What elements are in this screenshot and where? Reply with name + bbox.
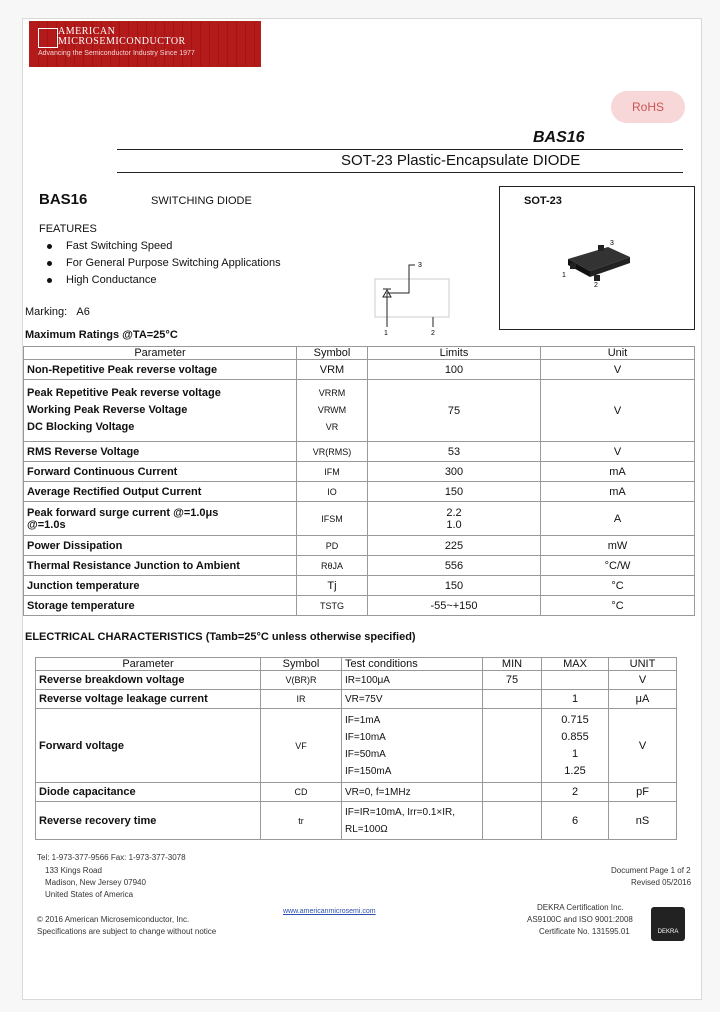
feature-item: High Conductance	[47, 274, 157, 286]
max-ratings-table	[23, 346, 695, 616]
part-title: BAS16	[39, 191, 88, 208]
footer-phone: Tel: 1-973-377-9566 Fax: 1-973-377-3078	[37, 853, 186, 862]
logo-chip-icon	[38, 28, 58, 48]
column-header: Limits	[368, 347, 541, 360]
table-row: Diode capacitance CD VR=0, f=1MHz 2 pF	[36, 783, 677, 802]
cert-line: DEKRA Certification Inc.	[537, 903, 624, 912]
cert-line: Certificate No. 131595.01	[539, 927, 630, 936]
column-header: Parameter	[36, 658, 261, 671]
table-row: Peak forward surge current @=1.0μs @=1.0s IFSM 2.2 1.0 A	[24, 502, 695, 536]
rohs-badge: RoHS	[611, 91, 685, 123]
table-row: Non-Repetitive Peak reverse voltage VRM 100 V	[24, 360, 695, 380]
table-row: Forward Continuous Current IFM 300 mA	[24, 462, 695, 482]
column-header: Parameter	[24, 347, 297, 360]
table-row: Junction temperature Tj 150 °C	[24, 576, 695, 596]
divider	[117, 149, 683, 150]
max-ratings-title: Maximum Ratings @TA=25°C	[25, 329, 178, 341]
table-row: Power Dissipation PD 225 mW	[24, 536, 695, 556]
bullet-icon	[47, 278, 52, 283]
footer-address: 133 Kings Road	[45, 866, 102, 875]
svg-text:2: 2	[594, 282, 598, 287]
website-link[interactable]: www.americanmicrosemi.com	[283, 908, 376, 915]
doc-page: Document Page 1 of 2	[611, 866, 691, 875]
cert-line: AS9100C and ISO 9001:2008	[527, 915, 633, 924]
table-row: Forward voltage VF IF=1mA IF=10mA IF=50mA IF=150mA 0.715 0.855 1 1.25 V	[36, 709, 677, 783]
part-number-header: BAS16	[533, 129, 585, 146]
column-header: Test conditions	[342, 658, 483, 671]
column-header: Symbol	[297, 347, 368, 360]
footer-address: United States of America	[45, 890, 134, 899]
feature-item: For General Purpose Switching Applications	[47, 257, 281, 269]
column-header: MAX	[542, 658, 609, 671]
dekra-stamp: DEKRA	[651, 907, 685, 941]
bullet-icon	[47, 261, 52, 266]
svg-text:2: 2	[431, 330, 435, 335]
table-header-row	[24, 347, 695, 360]
svg-text:3: 3	[418, 262, 422, 269]
revised-date: Revised 05/2016	[631, 878, 692, 887]
column-header: Unit	[541, 347, 695, 360]
table-row: Reverse voltage leakage current IR VR=75V 1 μA	[36, 690, 677, 709]
footer-disclaimer: Specifications are subject to change without notice	[37, 927, 217, 936]
datasheet-page	[22, 18, 702, 1000]
electrical-title: ELECTRICAL CHARACTERISTICS (Tamb=25°C unless otherwise specified)	[25, 631, 416, 643]
svg-text:1: 1	[562, 272, 566, 279]
diode-schematic	[371, 259, 461, 335]
company-logo[interactable]	[29, 21, 261, 67]
table-row: Storage temperature TSTG -55~+150 °C	[24, 596, 695, 616]
logo-tagline: Advancing the Semiconductor Industry Since 1977	[38, 50, 195, 57]
page-subtitle: SOT-23 Plastic-Encapsulate DIODE	[341, 152, 581, 169]
electrical-table	[35, 657, 677, 840]
sot23-package-icon	[558, 237, 638, 287]
feature-item: Fast Switching Speed	[47, 240, 172, 252]
footer-address: Madison, New Jersey 07940	[45, 878, 146, 887]
bullet-icon	[47, 244, 52, 249]
column-header: Symbol	[261, 658, 342, 671]
marking: Marking: A6	[25, 306, 90, 318]
svg-text:3: 3	[610, 240, 614, 247]
package-box	[499, 186, 695, 330]
table-row: Average Rectified Output Current IO 150 mA	[24, 482, 695, 502]
column-header: MIN	[483, 658, 542, 671]
footer-copyright: © 2016 American Microsemiconductor, Inc.	[37, 915, 190, 924]
divider	[117, 172, 683, 173]
table-row: RMS Reverse Voltage VR(RMS) 53 V	[24, 442, 695, 462]
table-header-row	[36, 658, 677, 671]
logo-line1: AMERICAN	[58, 26, 116, 37]
features-title: FEATURES	[39, 223, 97, 235]
part-type: SWITCHING DIODE	[151, 195, 252, 207]
svg-text:1: 1	[384, 330, 388, 335]
table-row: Peak Repetitive Peak reverse voltage Working Peak Reverse Voltage DC Blocking Voltage VRRM VRWM VR 75 V	[24, 380, 695, 442]
package-label: SOT-23	[524, 195, 562, 207]
table-row: Thermal Resistance Junction to Ambient RθJA 556 °C/W	[24, 556, 695, 576]
table-row: Reverse recovery time tr IF=IR=10mA, Irr=0.1×IR, RL=100Ω 6 nS	[36, 802, 677, 840]
column-header: UNIT	[609, 658, 677, 671]
table-row: Reverse breakdown voltage V(BR)R IR=100μA 75 V	[36, 671, 677, 690]
logo-line2: MICROSEMICONDUCTOR	[58, 36, 186, 47]
